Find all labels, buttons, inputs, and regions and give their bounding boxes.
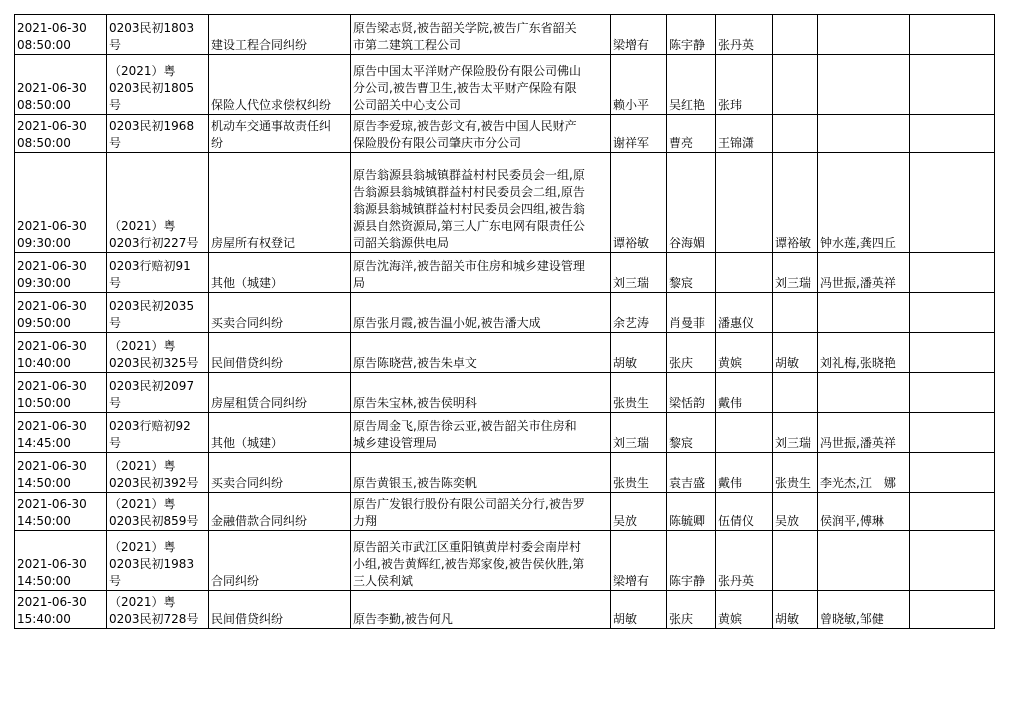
parties-cell: 原告朱宝林,被告侯明科 <box>351 373 611 413</box>
hearing-time-cell: 2021-06-30 09:30:00 <box>15 153 107 253</box>
parties-cell: 原告梁志贤,被告韶关学院,被告广东省韶关 市第二建筑工程公司 <box>351 15 611 55</box>
panel-member-cell: 戴伟 <box>716 373 773 413</box>
table-row <box>15 333 995 373</box>
panel-member-cell: 陈毓卿 <box>667 493 716 531</box>
judge-cell: 吴放 <box>773 493 818 531</box>
hearing-time-cell: 2021-06-30 09:30:00 <box>15 253 107 293</box>
table-row <box>15 15 995 55</box>
empty-cell <box>910 453 995 493</box>
case-cause-cell: 建设工程合同纠纷 <box>209 15 351 55</box>
juror-cell: 钟水莲,龚四丘 <box>818 153 910 253</box>
table-row <box>15 591 995 629</box>
panel-member-cell <box>716 153 773 253</box>
hearing-time-cell: 2021-06-30 14:50:00 <box>15 493 107 531</box>
case-cause-cell: 合同纠纷 <box>209 531 351 591</box>
parties-cell: 原告张月霞,被告温小妮,被告潘大成 <box>351 293 611 333</box>
table-row <box>15 531 995 591</box>
parties-cell: 原告翁源县翁城镇群益村村民委员会一组,原 告翁源县翁城镇群益村村民委员会二组,原告 翁源县翁城镇群益村村民委员会四组,被告翁 源县自然资源局,第三人广东电网有限责任公 司韶关翁源供电局 <box>351 153 611 253</box>
presiding-judge-cell: 刘三瑞 <box>611 253 667 293</box>
table-row <box>15 253 995 293</box>
parties-cell: 原告中国太平洋财产保险股份有限公司佛山 分公司,被告曹卫生,被告太平财产保险有限 公司韶关中心支公司 <box>351 55 611 115</box>
empty-cell <box>910 253 995 293</box>
judge-cell <box>773 15 818 55</box>
judge-cell: 胡敏 <box>773 591 818 629</box>
case-number-cell: （2021）粤 0203民初325号 <box>107 333 209 373</box>
juror-cell: 刘礼梅,张晓艳 <box>818 333 910 373</box>
panel-member-cell: 张玮 <box>716 55 773 115</box>
parties-cell: 原告陈晓营,被告朱卓文 <box>351 333 611 373</box>
empty-cell <box>910 293 995 333</box>
empty-cell <box>910 55 995 115</box>
case-cause-cell: 民间借贷纠纷 <box>209 333 351 373</box>
case-cause-cell: 保险人代位求偿权纠纷 <box>209 55 351 115</box>
panel-member-cell: 袁吉盛 <box>667 453 716 493</box>
empty-cell <box>910 493 995 531</box>
parties-cell: 原告周金飞,原告徐云亚,被告韶关市住房和 城乡建设管理局 <box>351 413 611 453</box>
judge-cell: 谭裕敏 <box>773 153 818 253</box>
judge-cell <box>773 293 818 333</box>
empty-cell <box>910 413 995 453</box>
empty-cell <box>910 153 995 253</box>
case-cause-cell: 房屋租赁合同纠纷 <box>209 373 351 413</box>
table-row <box>15 413 995 453</box>
presiding-judge-cell: 胡敏 <box>611 333 667 373</box>
table-row <box>15 373 995 413</box>
panel-member-cell: 潘惠仪 <box>716 293 773 333</box>
presiding-judge-cell: 赖小平 <box>611 55 667 115</box>
case-number-cell: 0203民初1968 号 <box>107 115 209 153</box>
case-cause-cell: 买卖合同纠纷 <box>209 453 351 493</box>
case-number-cell: （2021）粤 0203民初728号 <box>107 591 209 629</box>
presiding-judge-cell: 胡敏 <box>611 591 667 629</box>
presiding-judge-cell: 梁增有 <box>611 531 667 591</box>
presiding-judge-cell: 吴放 <box>611 493 667 531</box>
table-row <box>15 453 995 493</box>
panel-member-cell: 张庆 <box>667 333 716 373</box>
judge-cell <box>773 531 818 591</box>
judge-cell: 张贵生 <box>773 453 818 493</box>
hearing-time-cell: 2021-06-30 14:45:00 <box>15 413 107 453</box>
panel-member-cell <box>716 413 773 453</box>
juror-cell: 侯润平,傅琳 <box>818 493 910 531</box>
judge-cell <box>773 55 818 115</box>
case-cause-cell: 其他（城建） <box>209 253 351 293</box>
juror-cell: 曾晓敏,邹健 <box>818 591 910 629</box>
panel-member-cell: 王锦潇 <box>716 115 773 153</box>
panel-member-cell: 肖曼菲 <box>667 293 716 333</box>
hearing-time-cell: 2021-06-30 08:50:00 <box>15 15 107 55</box>
hearing-time-cell: 2021-06-30 14:50:00 <box>15 453 107 493</box>
case-number-cell: （2021）粤 0203民初392号 <box>107 453 209 493</box>
panel-member-cell: 黎宸 <box>667 413 716 453</box>
judge-cell <box>773 115 818 153</box>
parties-cell: 原告广发银行股份有限公司韶关分行,被告罗 力翔 <box>351 493 611 531</box>
case-cause-cell: 买卖合同纠纷 <box>209 293 351 333</box>
case-number-cell: 0203民初2097 号 <box>107 373 209 413</box>
panel-member-cell: 黎宸 <box>667 253 716 293</box>
hearing-time-cell: 2021-06-30 08:50:00 <box>15 55 107 115</box>
case-number-cell: 0203民初2035 号 <box>107 293 209 333</box>
hearing-time-cell: 2021-06-30 15:40:00 <box>15 591 107 629</box>
juror-cell <box>818 293 910 333</box>
parties-cell: 原告李勤,被告何凡 <box>351 591 611 629</box>
presiding-judge-cell: 余艺涛 <box>611 293 667 333</box>
juror-cell <box>818 55 910 115</box>
parties-cell: 原告沈海洋,被告韶关市住房和城乡建设管理 局 <box>351 253 611 293</box>
case-cause-cell: 机动车交通事故责任纠 纷 <box>209 115 351 153</box>
case-number-cell: （2021）粤 0203民初859号 <box>107 493 209 531</box>
parties-cell: 原告韶关市武江区重阳镇黄岸村委会南岸村 小组,被告黄辉红,被告郑家俊,被告侯伙胜,第 三人侯利斌 <box>351 531 611 591</box>
empty-cell <box>910 531 995 591</box>
panel-member-cell: 曹亮 <box>667 115 716 153</box>
case-number-cell: （2021）粤 0203行初227号 <box>107 153 209 253</box>
juror-cell <box>818 531 910 591</box>
juror-cell <box>818 373 910 413</box>
judge-cell <box>773 373 818 413</box>
empty-cell <box>910 373 995 413</box>
panel-member-cell: 伍倩仪 <box>716 493 773 531</box>
hearing-schedule-table <box>14 14 995 629</box>
panel-member-cell: 张丹英 <box>716 531 773 591</box>
panel-member-cell: 黄嫔 <box>716 333 773 373</box>
table-body <box>15 15 995 629</box>
judge-cell: 刘三瑞 <box>773 413 818 453</box>
panel-member-cell: 张庆 <box>667 591 716 629</box>
empty-cell <box>910 333 995 373</box>
panel-member-cell: 梁恬韵 <box>667 373 716 413</box>
panel-member-cell: 吴红艳 <box>667 55 716 115</box>
table-row <box>15 293 995 333</box>
hearing-time-cell: 2021-06-30 10:40:00 <box>15 333 107 373</box>
presiding-judge-cell: 刘三瑞 <box>611 413 667 453</box>
hearing-time-cell: 2021-06-30 09:50:00 <box>15 293 107 333</box>
case-cause-cell: 房屋所有权登记 <box>209 153 351 253</box>
juror-cell: 李光杰,江 娜 <box>818 453 910 493</box>
hearing-time-cell: 2021-06-30 14:50:00 <box>15 531 107 591</box>
panel-member-cell: 黄嫔 <box>716 591 773 629</box>
case-number-cell: （2021）粤 0203民初1805 号 <box>107 55 209 115</box>
empty-cell <box>910 591 995 629</box>
hearing-time-cell: 2021-06-30 08:50:00 <box>15 115 107 153</box>
presiding-judge-cell: 谭裕敏 <box>611 153 667 253</box>
panel-member-cell: 陈宇静 <box>667 531 716 591</box>
empty-cell <box>910 15 995 55</box>
case-cause-cell: 其他（城建） <box>209 413 351 453</box>
presiding-judge-cell: 梁增有 <box>611 15 667 55</box>
judge-cell: 刘三瑞 <box>773 253 818 293</box>
table-row <box>15 493 995 531</box>
table-row <box>15 55 995 115</box>
panel-member-cell: 陈宇静 <box>667 15 716 55</box>
empty-cell <box>910 115 995 153</box>
case-cause-cell: 金融借款合同纠纷 <box>209 493 351 531</box>
panel-member-cell: 张丹英 <box>716 15 773 55</box>
juror-cell <box>818 115 910 153</box>
panel-member-cell: 谷海媚 <box>667 153 716 253</box>
case-cause-cell: 民间借贷纠纷 <box>209 591 351 629</box>
presiding-judge-cell: 张贵生 <box>611 453 667 493</box>
presiding-judge-cell: 谢祥军 <box>611 115 667 153</box>
juror-cell <box>818 15 910 55</box>
panel-member-cell <box>716 253 773 293</box>
table-row <box>15 153 995 253</box>
case-number-cell: （2021）粤 0203民初1983 号 <box>107 531 209 591</box>
juror-cell: 冯世振,潘英祥 <box>818 253 910 293</box>
case-number-cell: 0203民初1803 号 <box>107 15 209 55</box>
judge-cell: 胡敏 <box>773 333 818 373</box>
juror-cell: 冯世振,潘英祥 <box>818 413 910 453</box>
parties-cell: 原告李爱琼,被告彭文有,被告中国人民财产 保险股份有限公司肇庆市分公司 <box>351 115 611 153</box>
parties-cell: 原告黄银玉,被告陈奕帆 <box>351 453 611 493</box>
presiding-judge-cell: 张贵生 <box>611 373 667 413</box>
hearing-time-cell: 2021-06-30 10:50:00 <box>15 373 107 413</box>
panel-member-cell: 戴伟 <box>716 453 773 493</box>
case-number-cell: 0203行赔初92 号 <box>107 413 209 453</box>
case-number-cell: 0203行赔初91 号 <box>107 253 209 293</box>
table-row <box>15 115 995 153</box>
